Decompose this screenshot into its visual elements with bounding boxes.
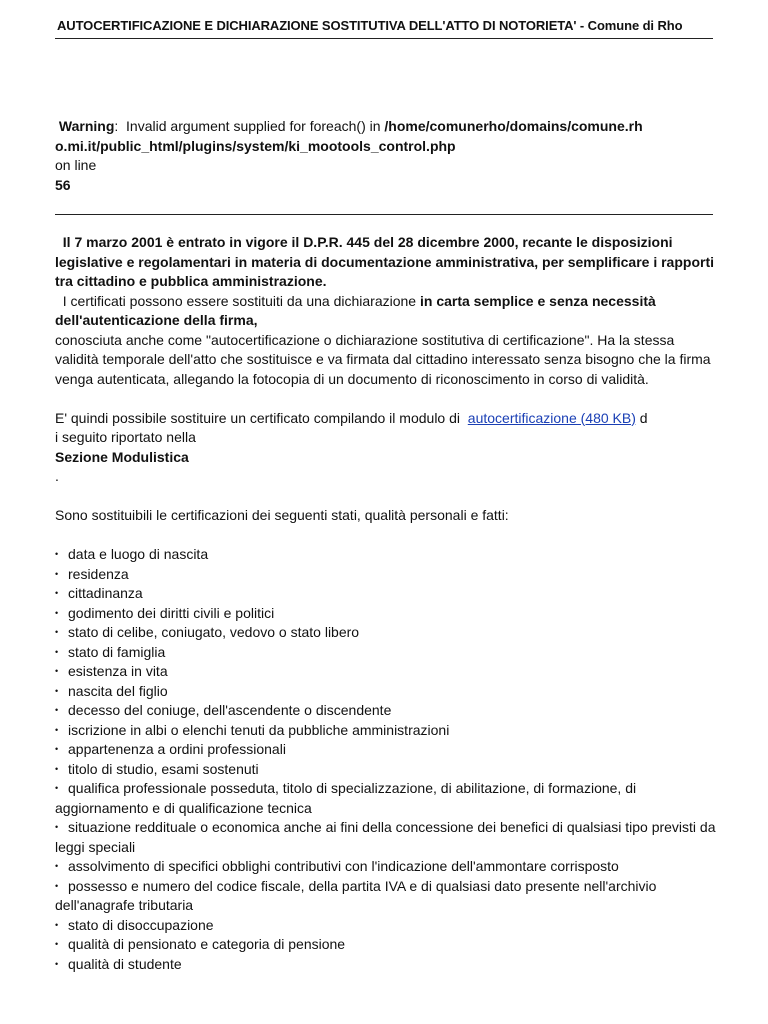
bullet-icon: • <box>55 588 59 598</box>
list-item-text: stato di celibe, coniugato, vedovo o stato libero <box>68 624 360 640</box>
list-item-text: godimento dei diritti civili e politici <box>68 604 275 621</box>
article-body <box>55 233 721 974</box>
modulo-paragraph <box>55 409 721 487</box>
list-item <box>55 818 721 857</box>
content-divider <box>55 214 713 215</box>
certificati-text-2: conosciuta anche come "autocertificazione o dichiarazione sostitutiva di certificazione". Ha la stessa validità temporale dell'atto che sostituisce e va firmata dal cittadino interessato senza bisogno che la firma venga autenticata, allegando la fotocopia di un documento di riconoscimento in corso di validità. <box>55 331 711 387</box>
list-item-text: nascita del figlio <box>68 682 168 699</box>
bullet-icon: • <box>55 607 59 618</box>
list-item <box>55 604 721 624</box>
sezione-modulistica-label: Sezione Modulistica <box>55 448 189 465</box>
list-item-text: qualità di studente <box>68 955 182 972</box>
bullet-icon: • <box>55 880 59 891</box>
modulo-text-before: E' quindi possibile sostituire un certificato compilando il modulo di <box>55 409 464 426</box>
list-item <box>55 916 721 936</box>
list-item <box>55 623 721 643</box>
list-item-text: stato di famiglia <box>68 643 166 660</box>
header-divider <box>55 38 713 39</box>
list-item <box>55 935 721 955</box>
certificazioni-list <box>55 545 721 974</box>
list-item-text: assolvimento di specifici obblighi contributivi con l'indicazione dell'ammontare corrisposto <box>68 858 619 874</box>
bullet-icon: • <box>55 744 59 754</box>
warning-colon: : <box>114 118 119 134</box>
list-item <box>55 682 721 702</box>
certificati-bold-text: in carta semplice e senza necessità dell'autenticazione della firma, <box>55 292 656 328</box>
list-item <box>55 721 721 741</box>
list-item-text: appartenenza a ordini professionali <box>68 741 286 757</box>
list-item-text: situazione reddituale o economica anche ai fini della concessione dei benefici di qualsiasi tipo previsti da leggi speciali <box>55 819 716 855</box>
modulo-period: . <box>55 468 59 484</box>
list-item <box>55 565 721 585</box>
list-item-text: data e luogo di nascita <box>68 546 209 562</box>
warning-line-number: 56 <box>55 176 71 193</box>
list-item <box>55 760 721 780</box>
bullet-icon: • <box>55 783 59 793</box>
bullet-icon: • <box>55 861 59 871</box>
bullet-icon: • <box>55 666 59 676</box>
warning-label: Warning <box>58 118 115 134</box>
certificati-text-1: I certificati possono essere sostituiti da una dichiarazione <box>62 292 420 309</box>
bullet-icon: • <box>55 627 59 637</box>
bullet-icon: • <box>55 646 59 657</box>
certificati-paragraph <box>55 292 721 390</box>
bullet-icon: • <box>55 822 59 832</box>
bullet-icon: • <box>55 705 59 715</box>
bullet-icon: • <box>55 724 59 735</box>
list-item <box>55 643 721 663</box>
list-item <box>55 877 721 916</box>
page-title: AUTOCERTIFICAZIONE E DICHIARAZIONE SOSTITUTIVA DELL'ATTO DI NOTORIETA' - Comune di Rho <box>57 18 683 33</box>
bullet-icon: • <box>55 958 59 969</box>
bullet-icon: • <box>55 939 59 949</box>
list-item <box>55 584 721 604</box>
list-item-text: iscrizione in albi o elenchi tenuti da pubbliche amministrazioni <box>68 721 450 738</box>
autocertificazione-download-link[interactable]: autocertificazione (480 KB) <box>467 409 636 426</box>
list-item-text: stato di disoccupazione <box>68 916 214 933</box>
modulo-text-line2: i seguito riportato nella <box>55 429 196 445</box>
bullet-icon: • <box>55 919 59 930</box>
warning-path-part2: o.mi.it/public_html/plugins/system/ki_mootools_control.php <box>55 137 456 154</box>
list-intro: Sono sostituibili le certificazioni dei seguenti stati, qualità personali e fatti: <box>55 507 509 523</box>
warning-path-part1: /home/comunerho/domains/comune.rh <box>384 118 643 134</box>
bullet-icon: • <box>55 549 59 559</box>
list-item-text: possesso e numero del codice fiscale, della partita IVA e di qualsiasi dato presente nell'archivio dell'anagrafe tributaria <box>55 877 657 913</box>
list-item <box>55 701 721 721</box>
list-item <box>55 779 721 818</box>
warning-on-line: on line <box>55 157 97 173</box>
list-item-text: esistenza in vita <box>68 663 168 679</box>
list-item <box>55 955 721 975</box>
modulo-text-after: d <box>635 409 648 426</box>
intro-text: Il 7 marzo 2001 è entrato in vigore il D.P.R. 445 del 28 dicembre 2000, recante le disposizioni legislative e regolamentari in materia di documentazione amministrativa, per semplificare i rapporti tra cittadino e pubblica amministrazione. <box>55 234 714 289</box>
list-item-text: qualità di pensionato e categoria di pensione <box>68 936 346 952</box>
list-item <box>55 662 721 682</box>
warning-message: Invalid argument supplied for foreach() in <box>118 118 385 134</box>
list-item-text: residenza <box>68 565 129 582</box>
php-warning-block <box>55 117 715 195</box>
bullet-icon: • <box>55 568 59 579</box>
list-item-text: decesso del coniuge, dell'ascendente o discendente <box>68 702 392 718</box>
list-item <box>55 740 721 760</box>
bullet-icon: • <box>55 763 59 774</box>
list-item <box>55 857 721 877</box>
list-item-text: titolo di studio, esami sostenuti <box>68 760 259 777</box>
list-item-text: cittadinanza <box>68 585 143 601</box>
list-item <box>55 545 721 565</box>
intro-paragraph <box>55 233 721 292</box>
list-item-text: qualifica professionale posseduta, titolo di specializzazione, di abilitazione, di formazione, di aggiornamento e di qualificazione tecnica <box>55 780 637 816</box>
bullet-icon: • <box>55 685 59 696</box>
